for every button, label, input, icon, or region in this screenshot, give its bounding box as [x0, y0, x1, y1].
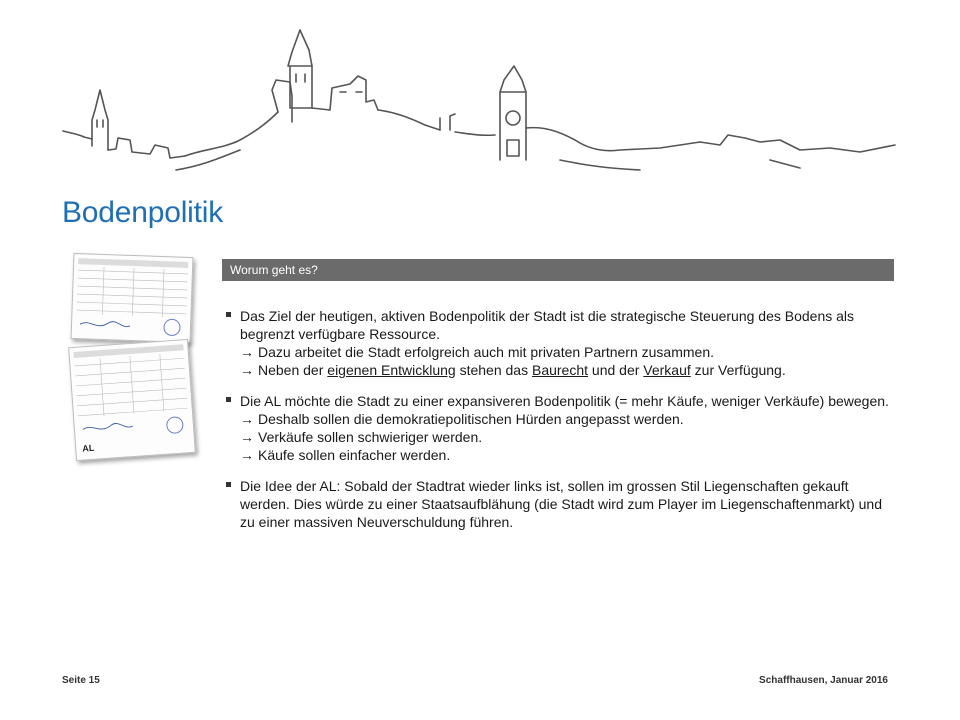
bullet-text: Die AL möchte die Stadt zu einer expansiveren Bodenpolitik (= mehr Käufe, weniger Verkäufe) bewegen. — [240, 393, 889, 409]
arrow-text: Käufe sollen einfacher werden. — [258, 447, 451, 463]
bullet-text: Die Idee der AL: Sobald der Stadtrat wieder links ist, sollen im grossen Stil Liegenschaften gekauft werden. Dies würde zu einer Staatsaufblähung (die Stadt wird zum Player im Liegenschaftenmarkt) und zu einer massiven Neuverschuldung führen. — [240, 478, 882, 530]
arrow-line — [240, 446, 894, 464]
square-bullet-icon — [226, 397, 231, 402]
arrow-text: Verkäufe sollen schwieriger werden. — [258, 429, 483, 445]
right-arrow-icon: → — [240, 411, 254, 427]
right-arrow-icon: → — [240, 429, 254, 445]
underlined-term: Baurecht — [531, 362, 589, 378]
square-bullet-icon — [226, 312, 231, 317]
section-header: Worum geht es? — [222, 259, 894, 281]
arrow-line — [240, 428, 894, 446]
slide-title: Bodenpolitik — [62, 196, 224, 229]
bullet-item — [226, 392, 894, 464]
arrow-text: Deshalb sollen die demokratiepolitischen Hürden angepasst werden. — [258, 411, 684, 427]
square-bullet-icon — [226, 482, 231, 487]
bullet-list — [226, 307, 894, 544]
skyline-sketch — [0, 0, 960, 190]
arrow-text: Neben der — [258, 362, 328, 378]
arrow-text: und der — [588, 362, 644, 378]
footer-place-date: Schaffhausen, Januar 2016 — [759, 675, 888, 686]
arrow-line — [240, 361, 894, 379]
page-number: Seite 15 — [62, 675, 100, 686]
document-thumbnail-2 — [68, 339, 196, 461]
right-arrow-icon: → — [240, 362, 254, 378]
bullet-text: Das Ziel der heutigen, aktiven Bodenpolitik der Stadt ist die strategische Steuerung des Bodens als begrenzt verfügbare Ressource. — [240, 308, 855, 342]
underlined-term: eigenen Entwicklung — [327, 362, 456, 378]
arrow-text: stehen das — [455, 362, 532, 378]
document-thumbnail-1 — [71, 253, 194, 343]
bullet-item — [226, 307, 894, 379]
arrow-line — [240, 410, 894, 428]
arrow-line — [240, 343, 894, 361]
arrow-text: zur Verfügung. — [690, 362, 786, 378]
right-arrow-icon: → — [240, 447, 254, 463]
underlined-term: Verkauf — [643, 362, 691, 378]
thumb-logo: AL — [81, 442, 95, 454]
bullet-item — [226, 477, 894, 531]
arrow-text: Dazu arbeitet die Stadt erfolgreich auch mit privaten Partnern zusammen. — [258, 344, 715, 360]
right-arrow-icon: → — [240, 344, 254, 360]
